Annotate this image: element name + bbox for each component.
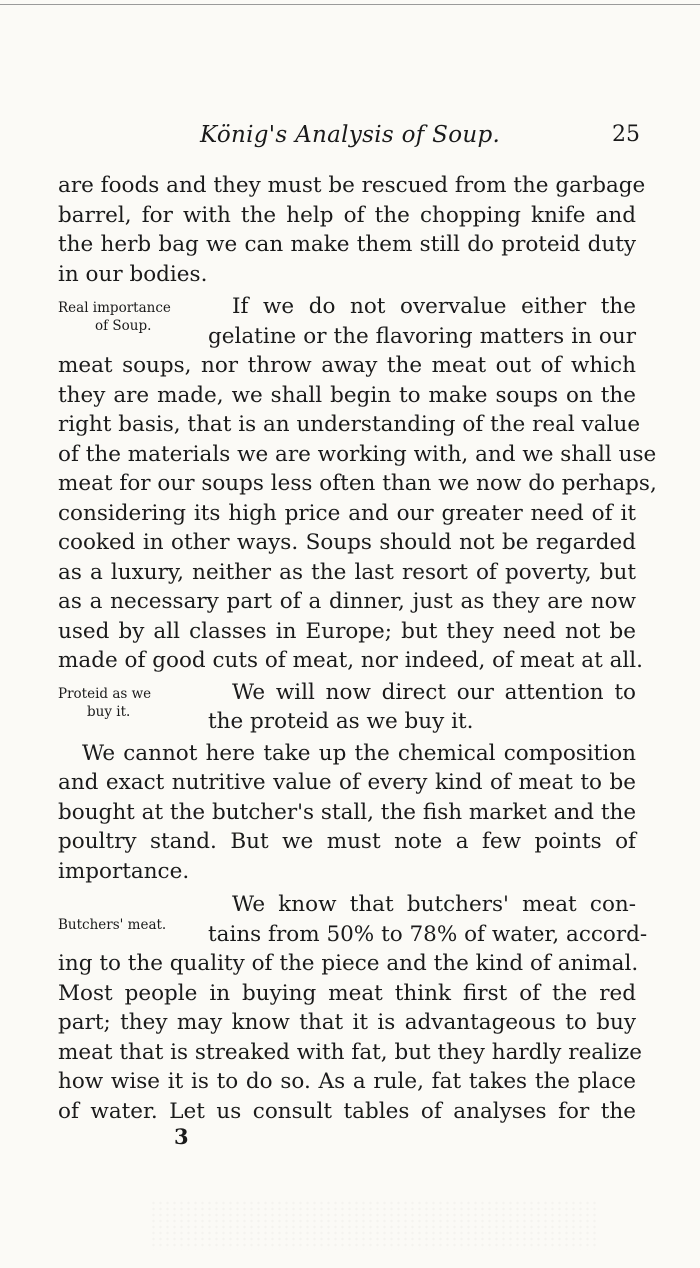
text-line: are foods and they must be rescued from the garbage [58,173,646,198]
text-line: as a luxury, neither as the last resort of poverty, but [58,559,636,585]
paragraph-1 [58,171,646,289]
text-line: importance. [58,858,190,884]
text-line: the proteid as we buy it. [208,709,474,734]
paper-speckle [150,1200,600,1250]
top-edge-rule [0,4,700,5]
text-line: considering its high price and our greater need of it [58,500,636,526]
text-line: in our bodies. [58,261,208,287]
text-line: cooked in other ways. Soups should not be regarded [58,530,636,555]
page-body [58,171,657,1126]
text-line: of the materials we are working with, and we shall use [58,441,657,467]
text-line: gelatine or the flavoring matters in our [208,323,636,349]
paragraph-5 [58,890,648,1126]
text-line: meat soups, nor throw away the meat out of which [58,353,636,378]
paragraph-3 [58,678,636,737]
margin-note-line: Proteid as we [58,685,152,702]
margin-note-real-importance [58,299,171,335]
margin-note-line: of Soup. [95,318,152,334]
text-line: bought at the butcher's stall, the fish market and the [58,799,637,825]
text-line: We know that butchers' meat con- [232,892,636,917]
text-line: used by all classes in Europe; but they need not be [58,618,636,644]
page-number: 25 [612,122,640,147]
signature-mark: 3 [174,1124,189,1149]
margin-note-line: buy it. [87,703,131,720]
text-line: If we do not overvalue either the [232,294,636,319]
text-line: and exact nutritive value of every kind of meat to be [58,770,636,795]
text-line: made of good cuts of meat, nor indeed, of meat at all. [58,648,643,673]
text-line: meat that is streaked with fat, but they hardly realize [58,1039,642,1065]
text-line: meat for our soups less often than we now do perhaps, [58,471,657,496]
text-line: as a necessary part of a dinner, just as they are now [58,589,636,614]
text-line: ing to the quality of the piece and the kind of animal. [58,951,639,976]
text-line: We cannot here take up the chemical composition [82,740,636,766]
margin-note-line: Butchers' meat. [58,917,167,933]
text-line: of water. Let us consult tables of analyses for the [58,1098,636,1124]
text-line: the herb bag we can make them still do proteid duty [58,232,636,257]
text-line: right basis, that is an understanding of the real value [58,412,641,437]
running-head: König's Analysis of Soup. [200,122,501,148]
text-line: how wise it is to do so. As a rule, fat takes the place [58,1069,636,1094]
text-line: they are made, we shall begin to make soups on the [58,382,636,408]
page-header [0,122,700,156]
margin-note-line: Real importance [58,300,171,316]
text-line: Most people in buying meat think first of the red [58,980,636,1006]
text-line: poultry stand. But we must note a few points of [58,829,636,854]
paragraph-4 [58,739,636,887]
text-line: We will now direct our attention to [232,679,636,705]
text-line: tains from 50% to 78% of water, accord- [208,921,648,947]
text-line: part; they may know that it is advantageous to buy [58,1010,636,1035]
paragraph-2 [58,292,657,676]
margin-note-butchers-meat [58,916,166,934]
text-line: barrel, for with the help of the chopping knife and [58,202,636,228]
margin-note-proteid [58,685,151,721]
